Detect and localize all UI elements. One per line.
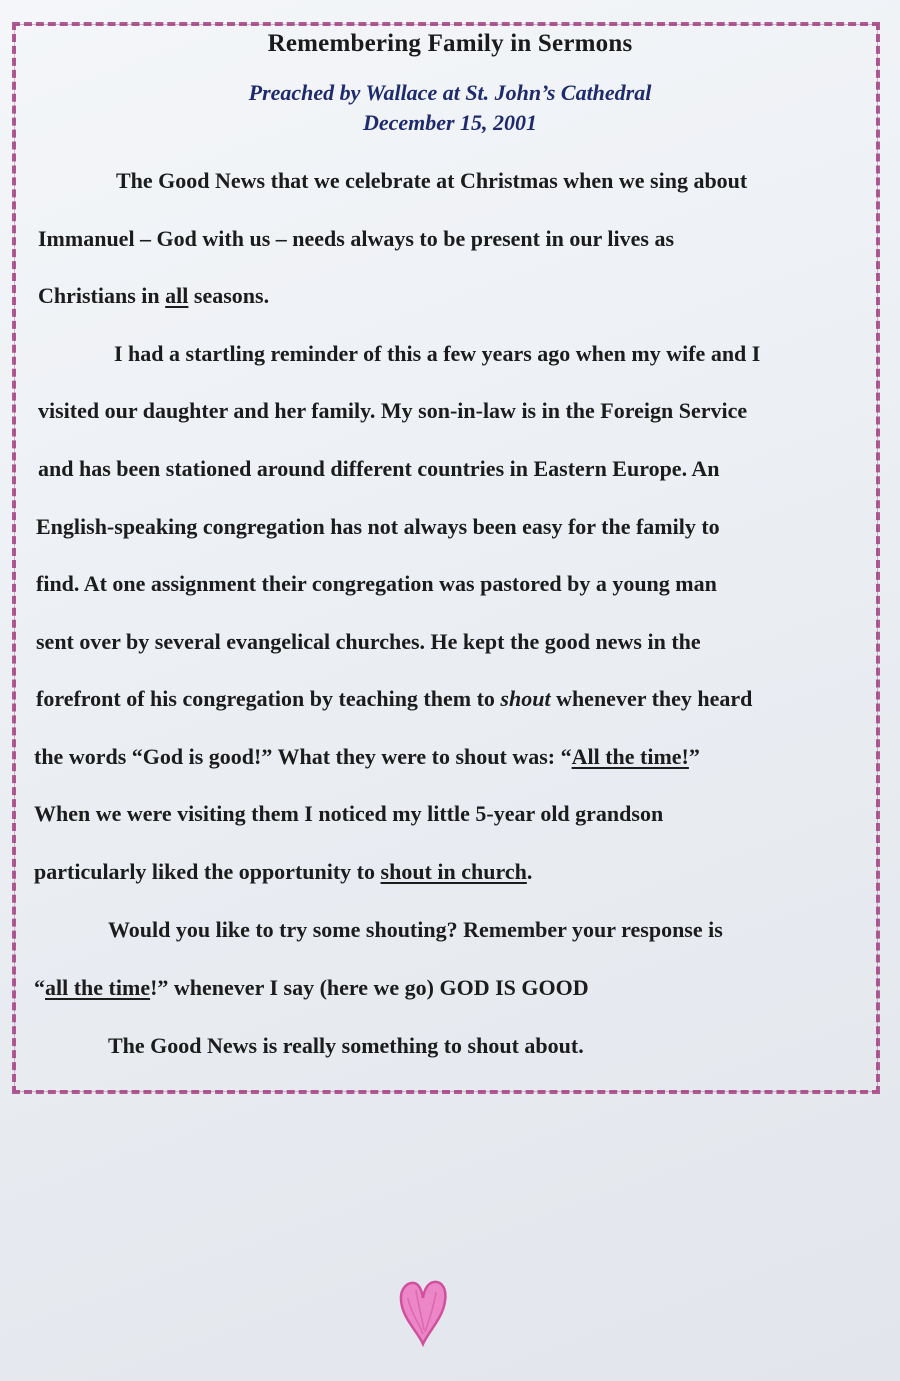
underlined-phrase: All the time!: [571, 744, 689, 769]
document-title: Remembering Family in Sermons: [267, 30, 633, 57]
paragraph-line: I had a startling reminder of this a few years ago when my wife and I: [114, 341, 761, 366]
paragraph-line: English-speaking congregation has not always been easy for the family to: [36, 514, 720, 539]
paragraph-line: When we were visiting them I noticed my little 5-year old grandson: [34, 801, 664, 826]
byline: Preached by Wallace at St. John’s Cathedral: [248, 80, 652, 105]
paragraph-line: The Good News that we celebrate at Christmas when we sing about: [116, 168, 748, 193]
paragraph-line: sent over by several evangelical churches. He kept the good news in the: [36, 629, 701, 654]
paragraph-line: The Good News is really something to shout about.: [108, 1033, 584, 1058]
paragraph-line: Christians in all seasons.: [38, 283, 270, 308]
paragraph-line: find. At one assignment their congregation was pastored by a young man: [36, 571, 717, 596]
sermon-date: December 15, 2001: [362, 110, 538, 135]
paragraph-line: forefront of his congregation by teaching them to shout whenever they heard: [36, 686, 753, 711]
paragraph-line: visited our daughter and her family. My son-in-law is in the Foreign Service: [38, 398, 748, 423]
paragraph-line: Immanuel – God with us – needs always to be present in our lives as: [38, 226, 675, 251]
italic-word: shout: [500, 686, 551, 711]
paragraph-line: Would you like to try some shouting? Remember your response is: [108, 917, 723, 942]
heart-icon: [396, 1274, 450, 1348]
underlined-phrase: shout in church: [380, 859, 527, 884]
paragraph-line: and has been stationed around different countries in Eastern Europe. An: [38, 456, 720, 481]
paragraph-line: the words “God is good!” What they were to shout was: “All the time!”: [34, 744, 700, 769]
paragraph-line: particularly liked the opportunity to shout in church.: [34, 859, 533, 884]
underlined-word: all: [165, 283, 189, 308]
paragraph-line: “all the time!” whenever I say (here we go) GOD IS GOOD: [34, 975, 589, 1000]
underlined-phrase: all the time: [45, 975, 151, 1000]
